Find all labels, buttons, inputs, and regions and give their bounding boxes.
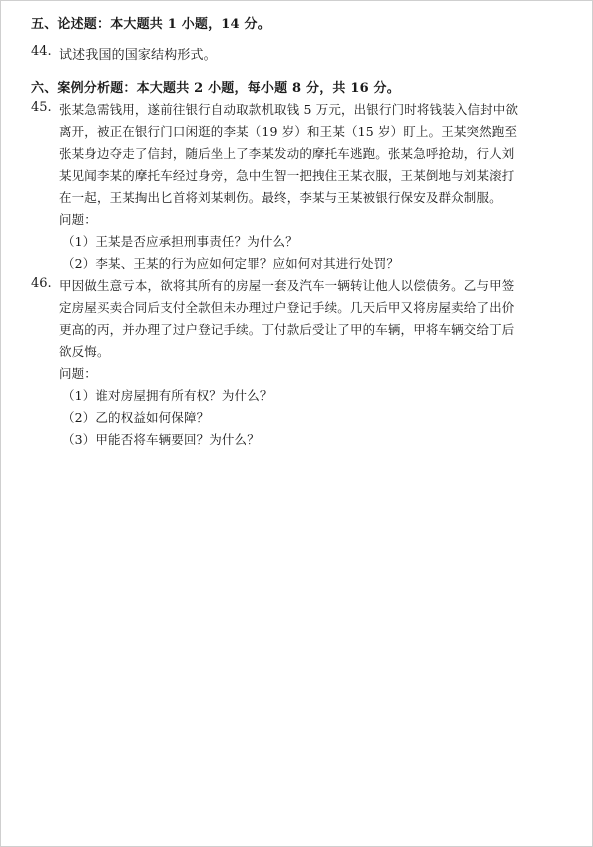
question-44-number: 44. (31, 44, 52, 59)
question-46-subquestion-3: （3）甲能否将车辆要回？为什么？ (62, 432, 260, 447)
question-45-line: 在一起，王某掏出匕首将刘某刺伤。最终，李某与王某被银行保安及群众制服。 (59, 190, 502, 205)
section-5-heading: 五、论述题：本大题共 1 小题，14 分。 (31, 17, 271, 32)
question-46-prompt-label: 问题： (59, 366, 97, 381)
question-45-line: 张某身边夺走了信封，随后坐上了李某发动的摩托车逃跑。张某急呼抢劫，行人刘 (59, 146, 515, 161)
question-46-subquestion-2: （2）乙的权益如何保障？ (62, 410, 210, 425)
question-45-line: 离开，被正在银行门口闲逛的李某（19 岁）和王某（15 岁）盯上。王某突然跑至 (59, 124, 518, 139)
question-46-subquestion-1: （1）谁对房屋拥有所有权？为什么？ (62, 388, 273, 403)
question-46-line: 更高的丙，并办理了过户登记手续。丁付款后受让了甲的车辆，甲将车辆交给丁后 (59, 322, 515, 337)
question-45-prompt-label: 问题： (59, 212, 97, 227)
question-45-subquestion-2: （2）李某、王某的行为应如何定罪？应如何对其进行处罚？ (62, 256, 400, 271)
question-46-line: 甲因做生意亏本，欲将其所有的房屋一套及汽车一辆转让他人以偿债务。乙与甲签 (59, 278, 515, 293)
question-44-text: 试述我国的国家结构形式。 (59, 48, 217, 63)
question-46-number: 46. (31, 276, 52, 291)
question-45-line: 张某急需钱用，遂前往银行自动取款机取钱 5 万元，出银行门时将钱装入信封中欲 (59, 102, 519, 117)
question-45-number: 45. (31, 100, 52, 115)
question-46-line: 欲反悔。 (59, 344, 110, 359)
section-6-heading: 六、案例分析题：本大题共 2 小题，每小题 8 分，共 16 分。 (31, 81, 400, 96)
question-46-line: 定房屋买卖合同后支付全款但未办理过户登记手续。几天后甲又将房屋卖给了出价 (59, 300, 515, 315)
question-45-line: 某见闻李某的摩托车经过身旁，急中生智一把拽住王某衣服，王某倒地与刘某滚打 (59, 168, 515, 183)
question-45-subquestion-1: （1）王某是否应承担刑事责任？为什么？ (62, 234, 298, 249)
